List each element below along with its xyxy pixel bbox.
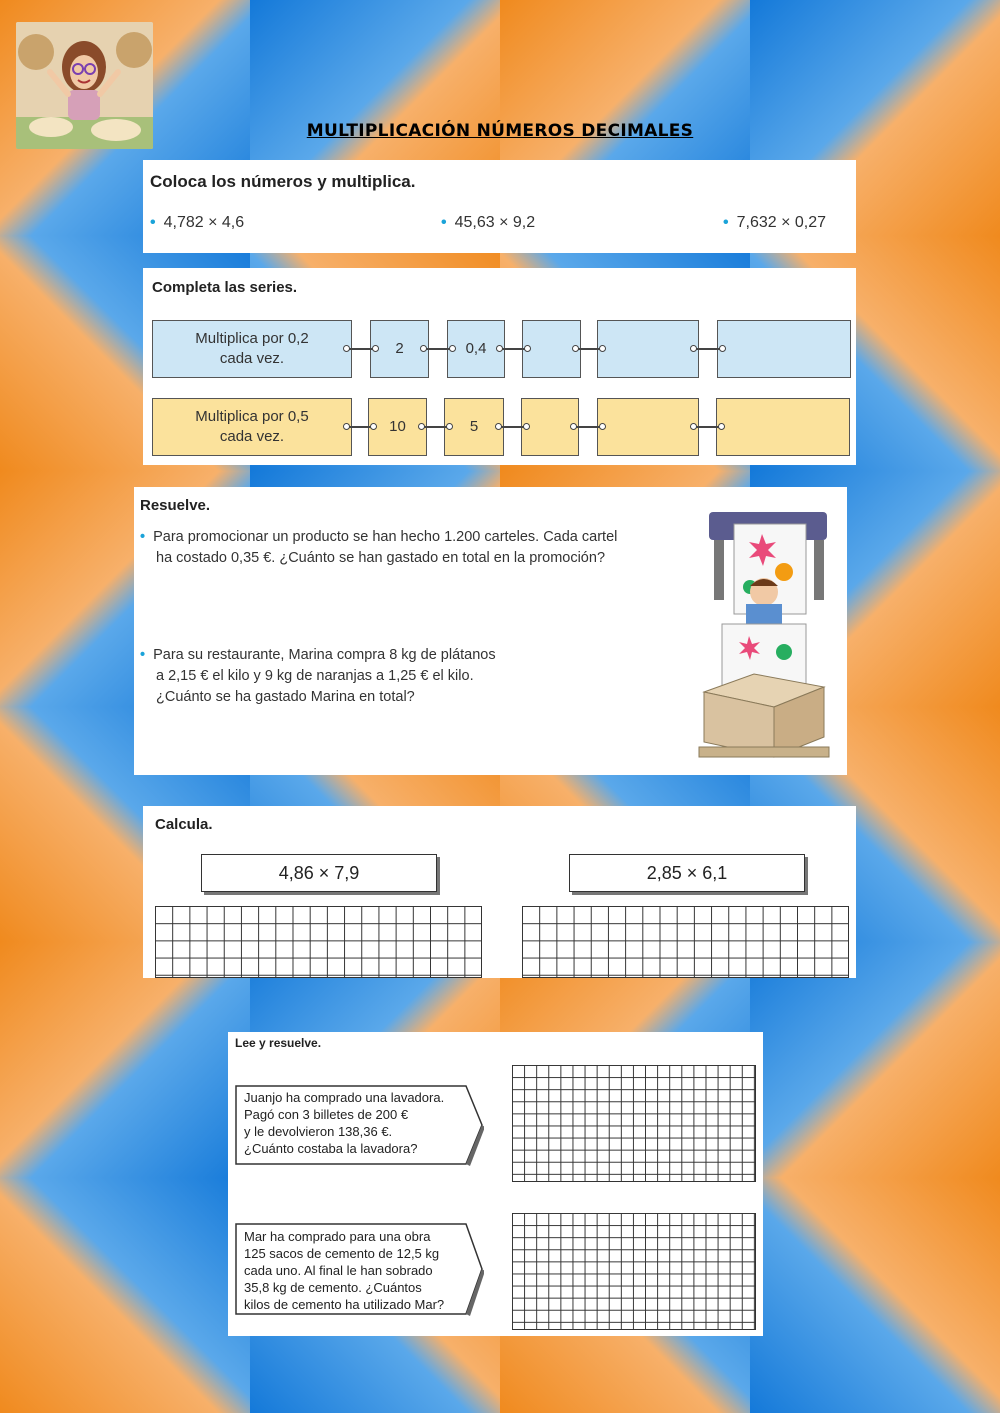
section-heading: Calcula. (155, 816, 213, 833)
bullet-icon: • (140, 647, 146, 663)
problem-text: • Para su restaurante, Marina compra 8 kg de plátanos a 2,15 € el kilo y 9 kg de naranjas a 1,25 € el kilo. ¿Cuánto se ha gastado Marina en total? (140, 647, 496, 705)
problem-text: • Para promocionar un producto se han hecho 1.200 carteles. Cada cartel ha costado 0,35 €. ¿Cuánto se han gastado en total en la promoción? (140, 529, 618, 566)
series-cell[interactable]: 2 (370, 320, 429, 378)
section-calcula (143, 806, 856, 978)
exercise-item: • 45,63 × 9,2 (441, 214, 536, 231)
bullet-icon: • (723, 214, 729, 231)
series-rule-box: Multiplica por 0,5 cada vez. (152, 398, 352, 456)
section-resuelve (134, 487, 847, 775)
operation-box: 4,86 × 7,9 (201, 854, 437, 892)
printer-worker-illustration-icon (694, 502, 834, 772)
answer-grid[interactable] (512, 1213, 756, 1330)
section-heading: Lee y resuelve. (235, 1036, 322, 1050)
bullet-icon: • (140, 529, 146, 545)
exercise-item: • 7,632 × 0,27 (723, 214, 827, 231)
series-rule-box: Multiplica por 0,2 cada vez. (152, 320, 352, 378)
series-cell[interactable] (717, 320, 851, 378)
series-cell[interactable]: 5 (444, 398, 504, 456)
exercise-item: • 4,782 × 4,6 (150, 214, 245, 231)
series-cell[interactable] (597, 320, 699, 378)
page-title: MULTIPLICACIÓN NÚMEROS DECIMALES (306, 121, 694, 141)
series-cell[interactable] (597, 398, 699, 456)
bullet-icon: • (150, 214, 156, 231)
series-cell[interactable]: 10 (368, 398, 427, 456)
bullet-icon: • (441, 214, 447, 231)
series-cell[interactable] (716, 398, 850, 456)
problem-text: Juanjo ha comprado una lavadora. Pagó con 3 billetes de 200 € y le devolvieron 138,36 €. ¿Cuánto costaba la lavadora? (244, 1090, 445, 1156)
section-heading: Coloca los números y multiplica. (150, 172, 416, 191)
operation-box: 2,85 × 6,1 (569, 854, 805, 892)
problem-text: Mar ha comprado para una obra 125 sacos de cemento de 12,5 kg cada uno. Al final le han sobrado 35,8 kg de cemento. ¿Cuántos kilos de cemento ha utilizado Mar? (244, 1229, 445, 1312)
section-heading: Resuelve. (140, 497, 211, 514)
series-cell[interactable]: 0,4 (447, 320, 505, 378)
section-coloca (143, 160, 856, 253)
section-series (143, 268, 856, 465)
answer-grid[interactable] (522, 906, 849, 978)
section-lee-y-resuelve (228, 1032, 763, 1336)
answer-grid[interactable] (155, 906, 482, 978)
answer-grid[interactable] (512, 1065, 756, 1182)
section-heading: Completa las series. (152, 279, 298, 296)
